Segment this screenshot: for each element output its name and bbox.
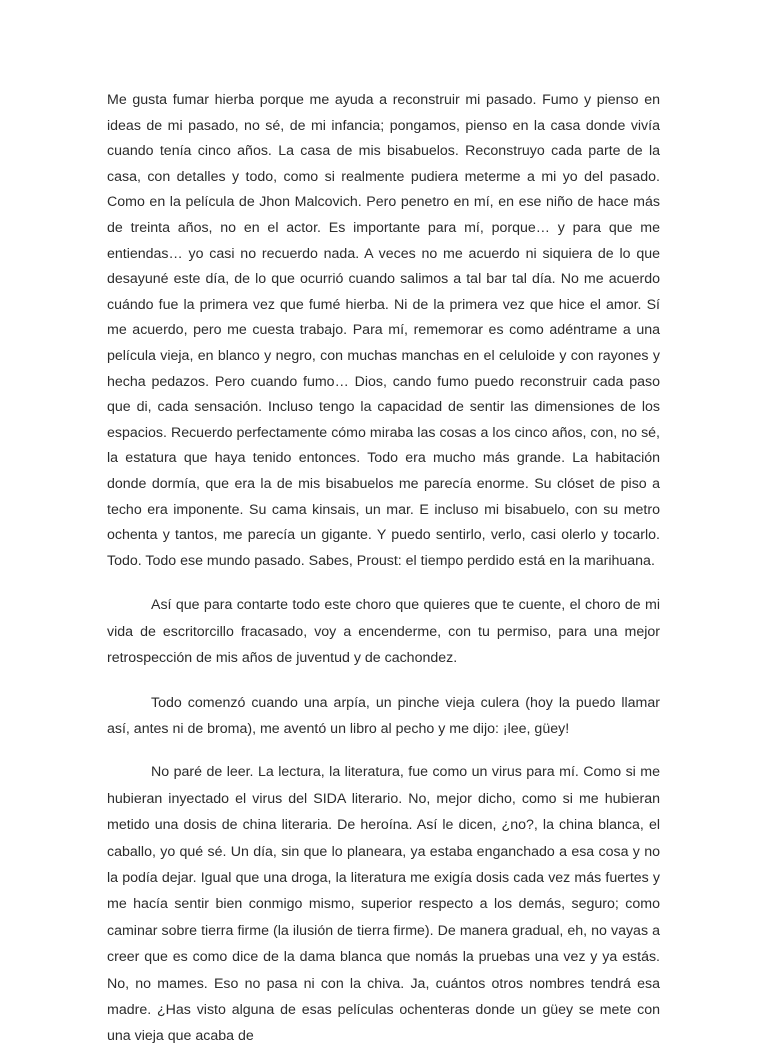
paragraph-4: No paré de leer. La lectura, la literatura, fue como un virus para mí. Como si me hubieran inyectado el virus del SIDA literario. No, mejor dicho, como si me hubieran metido una dosis de china literaria. De heroína. Así le dicen, ¿no?, la china blanca, el caballo, yo qué sé. Un día, sin que lo planeara, ya estaba enganchado a esa cosa y no la podía dejar. Igual que una droga, la literatura me exigía dosis cada vez más fuertes y me hacía sentir bien conmigo mismo, superior respecto a los demás, seguro; como caminar sobre tierra firme (la ilusión de tierra firme). De manera gradual, eh, no vayas a creer que es como dice de la dama blanca que nomás la pruebas una vez y ya estás. No, no mames. Eso no pasa ni con la chiva. Ja, cuántos otros nombres tendrá esa madre. ¿Has visto alguna de esas películas ochenteras donde un güey se mete con una vieja que acaba de	[107, 764, 660, 1045]
paragraph-3: Todo comenzó cuando una arpía, un pinche vieja culera (hoy la puedo llamar así, antes ni de broma), me aventó un libro al pecho y me dijo: ¡lee, güey!	[107, 694, 660, 737]
paragraph-2: Así que para contarte todo este choro que quieres que te cuente, el choro de mi vida de escritorcillo fracasado, voy a encenderme, con tu permiso, para una mejor retrospección de mis años de juventud y de cachondez.	[107, 597, 660, 667]
document-page	[107, 88, 660, 1050]
paragraph-1: Me gusta fumar hierba porque me ayuda a reconstruir mi pasado. Fumo y pienso en ideas de mi pasado, no sé, de mi infancia; pongamos, pienso en la casa donde vivía cuando tenía cinco años. La casa de mis bisabuelos. Reconstruyo cada parte de la casa, con detalles y todo, como si realmente pudiera meterme a mi yo del pasado. Como en la película de Jhon Malcovich. Pero penetro en mí, en ese niño de hace más de treinta años, no en el actor. Es importante para mí, porque… y para que me entiendas… yo casi no recuerdo nada. A veces no me acuerdo ni siquiera de lo que desayuné este día, de lo que ocurrió cuando salimos a tal bar tal día. No me acuerdo cuándo fue la primera vez que fumé hierba. Ni de la primera vez que hice el amor. Sí me acuerdo, pero me cuesta trabajo. Para mí, rememorar es como adéntrame a una película vieja, en blanco y negro, con muchas manchas en el celuloide y con rayones y hecha pedazos. Pero cuando fumo… Dios, cando fumo puedo reconstruir cada paso que di, cada sensación. Incluso tengo la capacidad de sentir las dimensiones de los espacios. Recuerdo perfectamente cómo miraba las cosas a los cinco años, con, no sé, la estatura que haya tenido entonces. Todo era mucho más grande. La habitación donde dormía, que era la de mis bisabuelos me parecía enorme. Su clóset de piso a techo era imponente. Su cama kinsais, un mar. E incluso mi bisabuelo, con su metro ochenta y tantos, me parecía un gigante. Y puedo sentirlo, verlo, casi olerlo y tocarlo. Todo. Todo ese mundo pasado. Sabes, Proust: el tiempo perdido está en la marihuana.	[107, 92, 660, 569]
